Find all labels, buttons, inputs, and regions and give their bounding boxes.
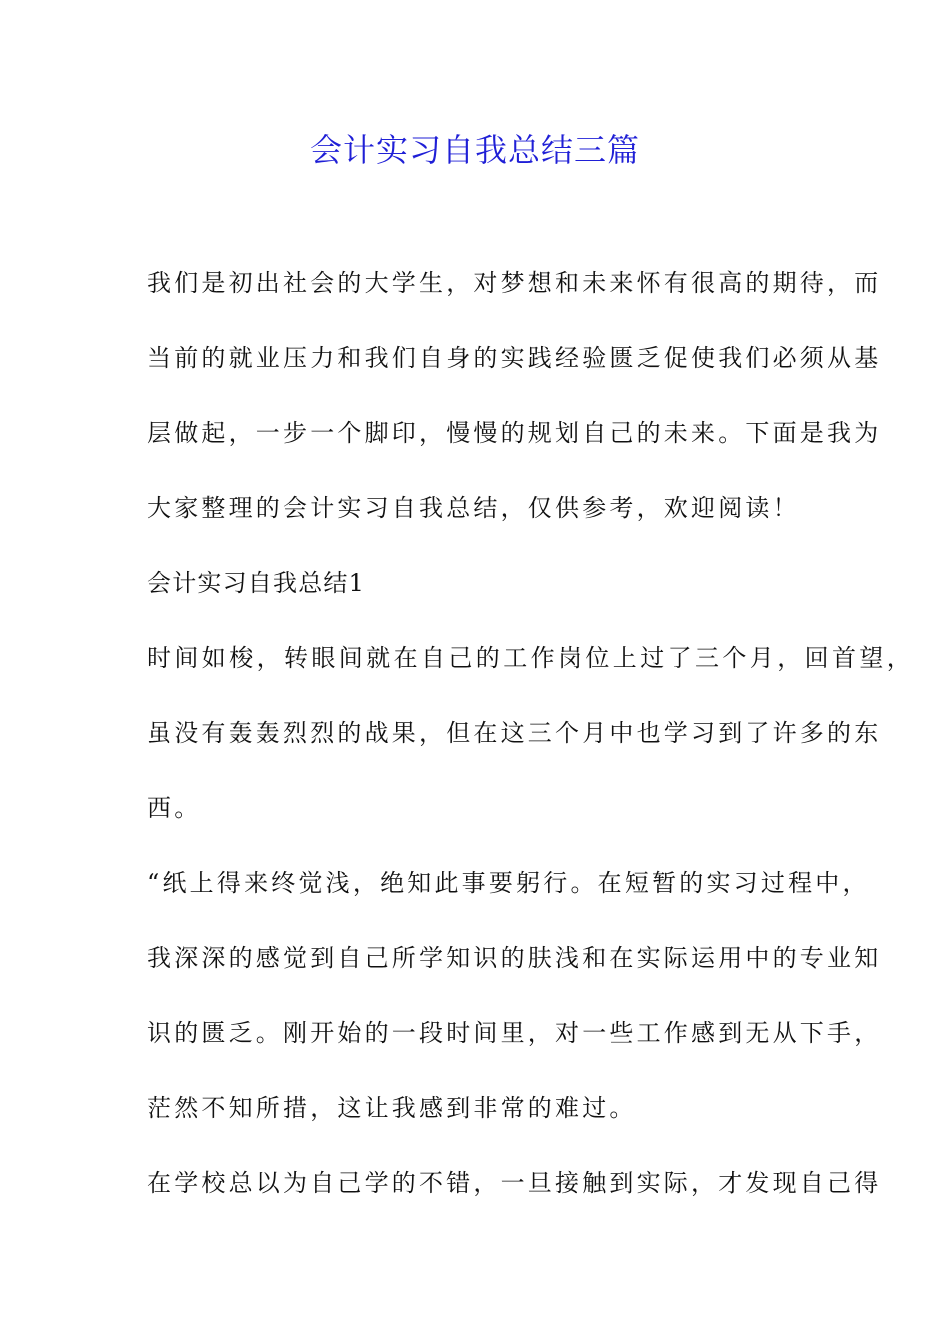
paragraph-line: 当前的就业压力和我们自身的实践经验匮乏促使我们必须从基 <box>147 344 882 372</box>
document-title: 会计实习自我总结三篇 <box>309 131 640 169</box>
paragraph-line: 时间如梭，转眼间就在自己的工作岗位上过了三个月，回首望， <box>147 644 915 672</box>
paragraph-line: 在学校总以为自己学的不错，一旦接触到实际，才发现自己得 <box>147 1169 882 1197</box>
paragraph-line: 虽没有轰轰烈烈的战果，但在这三个月中也学习到了许多的东 <box>147 719 882 747</box>
paragraph-line: 识的匮乏。刚开始的一段时间里，对一些工作感到无从下手， <box>147 1019 882 1047</box>
paragraph-line: 层做起，一步一个脚印，慢慢的规划自己的未来。下面是我为 <box>147 419 882 447</box>
paragraph-line: 我深深的感觉到自己所学知识的肤浅和在实际运用中的专业知 <box>147 944 882 972</box>
paragraph-line: “纸上得来终觉浅，绝知此事要躬行。在短暂的实习过程中， <box>147 869 870 897</box>
paragraph-line: 西。 <box>147 794 202 822</box>
paragraph-line: 茫然不知所措，这让我感到非常的难过。 <box>147 1094 637 1122</box>
section-heading: 会计实习自我总结1 <box>147 569 366 597</box>
paragraph-line: 我们是初出社会的大学生，对梦想和未来怀有很高的期待，而 <box>147 269 882 297</box>
paragraph-line: 大家整理的会计实习自我总结，仅供参考，欢迎阅读！ <box>147 494 800 522</box>
